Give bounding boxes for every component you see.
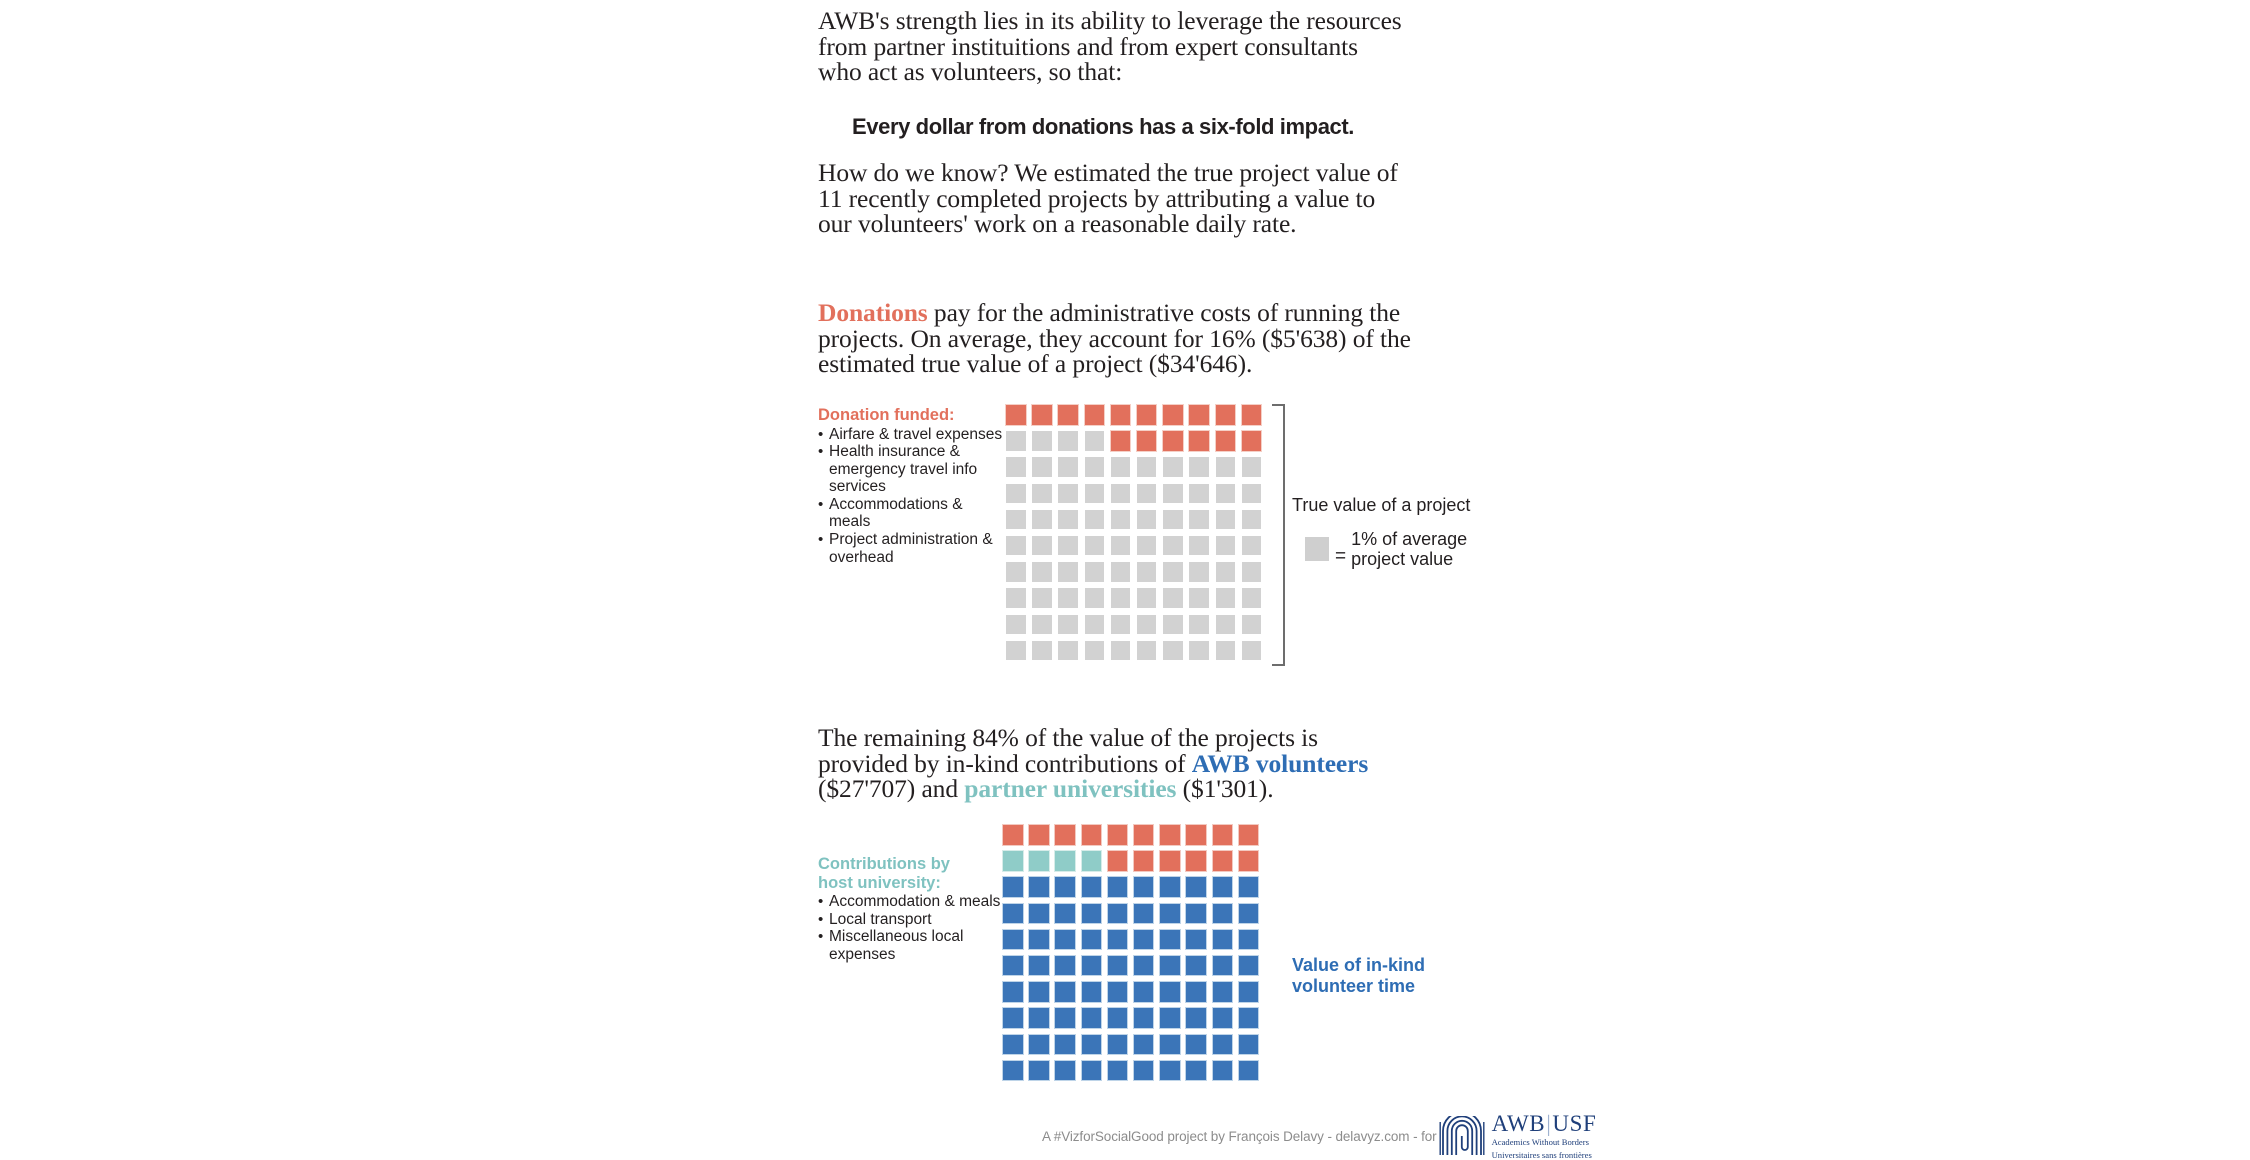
awb-name-left: AWB — [1492, 1111, 1546, 1136]
waffle-cell — [1084, 561, 1106, 583]
waffle-cell — [1081, 1007, 1103, 1029]
true-value-unit-key — [1305, 529, 1502, 569]
waffle-cell — [1028, 824, 1050, 846]
waffle-cell — [1162, 404, 1184, 426]
waffle-cell — [1005, 535, 1027, 557]
waffle-cell — [1107, 850, 1129, 872]
waffle-cell — [1185, 850, 1207, 872]
waffle-cell — [1185, 824, 1207, 846]
awb-wordmark — [1492, 1112, 1597, 1160]
waffle-cell — [1133, 1060, 1155, 1082]
waffle-cell — [1188, 509, 1210, 531]
waffle-cell — [1133, 955, 1155, 977]
list-item: • Local transport — [818, 911, 1008, 929]
remaining-line-3-suffix: ($1'301). — [1176, 774, 1273, 803]
waffle-cell — [1005, 483, 1027, 505]
waffle-cell — [1107, 929, 1129, 951]
waffle-cell — [1136, 456, 1158, 478]
intro-line-1: AWB's strength lies in its ability to leverage the resources — [818, 8, 1478, 34]
waffle-cell — [1057, 430, 1079, 452]
waffle-chart-project-value-breakdown — [1002, 824, 1264, 1086]
waffle-cell — [1005, 509, 1027, 531]
waffle-cell — [1215, 640, 1237, 662]
waffle-cell — [1185, 981, 1207, 1003]
waffle-cell — [1185, 1060, 1207, 1082]
waffle-cell — [1159, 903, 1181, 925]
waffle-cell — [1136, 561, 1158, 583]
remaining-line-2-prefix: provided by in-kind contributions of — [818, 749, 1192, 778]
waffle-cell — [1241, 587, 1263, 609]
waffle-cell — [1110, 509, 1132, 531]
waffle-cell — [1081, 876, 1103, 898]
waffle-cell — [1136, 404, 1158, 426]
awb-usf-name — [1492, 1112, 1597, 1135]
waffle-cell — [1162, 483, 1184, 505]
waffle-cell — [1028, 850, 1050, 872]
waffle-cell — [1185, 876, 1207, 898]
waffle-cell — [1031, 509, 1053, 531]
waffle-cell — [1028, 955, 1050, 977]
waffle-cell — [1028, 1034, 1050, 1056]
waffle-cell — [1084, 509, 1106, 531]
waffle-cell — [1005, 561, 1027, 583]
waffle-cell — [1084, 456, 1106, 478]
waffle-cell — [1110, 483, 1132, 505]
waffle-cell — [1162, 561, 1184, 583]
in-kind-legend-line-2: volunteer time — [1292, 976, 1502, 997]
waffle-cell — [1081, 955, 1103, 977]
waffle-cell — [1084, 614, 1106, 636]
waffle-cell — [1002, 929, 1024, 951]
waffle-cell — [1107, 1034, 1129, 1056]
waffle-cell — [1185, 1007, 1207, 1029]
waffle-cell — [1081, 1034, 1103, 1056]
waffle-cell — [1133, 981, 1155, 1003]
unit-swatch-icon — [1305, 537, 1329, 561]
waffle-cell — [1107, 955, 1129, 977]
intro-paragraph — [818, 8, 1478, 85]
host-university-legend-list — [818, 893, 1008, 963]
waffle-cell — [1031, 535, 1053, 557]
waffle-cell — [1162, 456, 1184, 478]
waffle-cell — [1002, 850, 1024, 872]
waffle-cell — [1110, 561, 1132, 583]
waffle-cell — [1002, 1060, 1024, 1082]
waffle-cell — [1081, 824, 1103, 846]
waffle-cell — [1054, 981, 1076, 1003]
waffle-cell — [1162, 587, 1184, 609]
in-kind-legend-line-1: Value of in-kind — [1292, 955, 1502, 976]
waffle-cell — [1159, 850, 1181, 872]
waffle-cell — [1215, 561, 1237, 583]
waffle-cell — [1241, 614, 1263, 636]
waffle-cell — [1136, 430, 1158, 452]
awb-name-separator: | — [1545, 1111, 1552, 1136]
waffle-cell — [1081, 850, 1103, 872]
awb-tagline-en: Academics Without Borders — [1492, 1137, 1597, 1148]
waffle-cell — [1054, 903, 1076, 925]
awb-tagline-fr: Universitaires sans frontières — [1492, 1150, 1597, 1160]
waffle-cell — [1057, 640, 1079, 662]
waffle-cell — [1005, 430, 1027, 452]
waffle-cell — [1110, 456, 1132, 478]
waffle-cell — [1241, 509, 1263, 531]
waffle-cell — [1110, 404, 1132, 426]
waffle-cell — [1107, 981, 1129, 1003]
waffle-cell — [1110, 430, 1132, 452]
partner-universities-keyword: partner universities — [964, 774, 1176, 803]
methodology-paragraph — [818, 160, 1478, 237]
waffle-cell — [1162, 640, 1184, 662]
waffle-cell — [1133, 850, 1155, 872]
waffle-cell — [1185, 929, 1207, 951]
waffle-cell — [1185, 903, 1207, 925]
waffle-cell — [1238, 850, 1260, 872]
waffle-cell — [1212, 1034, 1234, 1056]
waffle-cell — [1002, 1034, 1024, 1056]
waffle-cell — [1002, 903, 1024, 925]
estimate-line-3: our volunteers' work on a reasonable daily rate. — [818, 211, 1478, 237]
waffle-cell — [1241, 561, 1263, 583]
waffle-cell — [1084, 483, 1106, 505]
waffle-cell — [1005, 640, 1027, 662]
waffle-cell — [1057, 587, 1079, 609]
waffle-cell — [1188, 430, 1210, 452]
waffle-cell — [1002, 1007, 1024, 1029]
waffle-cell — [1238, 1034, 1260, 1056]
waffle-cell — [1054, 876, 1076, 898]
waffle-cell — [1005, 587, 1027, 609]
waffle-cell — [1212, 850, 1234, 872]
waffle-cell — [1238, 955, 1260, 977]
waffle-cell — [1054, 1034, 1076, 1056]
waffle-cell — [1159, 876, 1181, 898]
waffle-cell — [1081, 981, 1103, 1003]
waffle-cell — [1162, 509, 1184, 531]
waffle-cell — [1005, 404, 1027, 426]
estimate-line-1: How do we know? We estimated the true project value of — [818, 160, 1478, 186]
donation-funded-legend-title: Donation funded: — [818, 406, 1008, 425]
donation-funded-legend-list — [818, 426, 1008, 567]
waffle-cell — [1188, 561, 1210, 583]
donations-paragraph — [818, 300, 1478, 377]
waffle-cell — [1215, 509, 1237, 531]
waffle-cell — [1084, 587, 1106, 609]
waffle-cell — [1215, 614, 1237, 636]
waffle-cell — [1215, 456, 1237, 478]
waffle-cell — [1241, 430, 1263, 452]
waffle-cell — [1215, 430, 1237, 452]
waffle-cell — [1212, 1060, 1234, 1082]
waffle-cell — [1238, 903, 1260, 925]
waffle-cell — [1133, 929, 1155, 951]
waffle-cell — [1159, 981, 1181, 1003]
waffle-cell — [1133, 1007, 1155, 1029]
waffle-cell — [1212, 903, 1234, 925]
footer-credit-text: A #VizforSocialGood project by François Delavy - delavyz.com - for — [1042, 1129, 1437, 1144]
intro-line-3: who act as volunteers, so that: — [818, 59, 1478, 85]
donations-line-2: projects. On average, they account for 16% ($5'638) of the — [818, 326, 1478, 352]
unit-key-line-1: 1% of average — [1351, 529, 1467, 549]
waffle-cell — [1031, 561, 1053, 583]
list-item: • Accommodations & meals — [818, 496, 1008, 531]
estimate-line-2: 11 recently completed projects by attributing a value to — [818, 186, 1478, 212]
waffle-cell — [1188, 614, 1210, 636]
waffle-cell — [1054, 1007, 1076, 1029]
waffle-cell — [1238, 1060, 1260, 1082]
waffle-cell — [1002, 876, 1024, 898]
waffle-cell — [1212, 1007, 1234, 1029]
waffle-cell — [1081, 1060, 1103, 1082]
waffle-cell — [1212, 876, 1234, 898]
remaining-value-paragraph — [818, 725, 1478, 802]
waffle-cell — [1031, 430, 1053, 452]
waffle-cell — [1241, 404, 1263, 426]
waffle-cell — [1057, 404, 1079, 426]
waffle-cell — [1028, 981, 1050, 1003]
waffle-cell — [1057, 509, 1079, 531]
waffle-cell — [1159, 1034, 1181, 1056]
donation-funded-legend — [818, 406, 1008, 566]
waffle-cell — [1081, 903, 1103, 925]
waffle-cell — [1238, 1007, 1260, 1029]
host-legend-title-line-2: host university: — [818, 874, 1008, 893]
waffle-cell — [1162, 430, 1184, 452]
awb-usf-logo — [1439, 1112, 1597, 1160]
waffle-cell — [1057, 535, 1079, 557]
waffle-cell — [1212, 824, 1234, 846]
unit-key-text — [1351, 529, 1467, 569]
waffle-cell — [1136, 640, 1158, 662]
waffle-cell — [1084, 404, 1106, 426]
waffle-cell — [1031, 614, 1053, 636]
waffle-cell — [1136, 509, 1158, 531]
list-item: • Airfare & travel expenses — [818, 426, 1008, 444]
waffle-cell — [1133, 903, 1155, 925]
waffle-cell — [1028, 929, 1050, 951]
waffle-cell — [1136, 535, 1158, 557]
waffle-cell — [1057, 456, 1079, 478]
waffle-cell — [1107, 903, 1129, 925]
waffle-cell — [1084, 430, 1106, 452]
waffle-cell — [1133, 876, 1155, 898]
waffle-cell — [1159, 929, 1181, 951]
waffle-cell — [1188, 456, 1210, 478]
waffle-cell — [1031, 587, 1053, 609]
waffle-cell — [1031, 640, 1053, 662]
waffle-cell — [1162, 535, 1184, 557]
waffle-cell — [1107, 876, 1129, 898]
waffle-cell — [1238, 929, 1260, 951]
waffle-cell — [1133, 1034, 1155, 1056]
waffle-cell — [1054, 824, 1076, 846]
waffle-cell — [1215, 404, 1237, 426]
waffle-cell — [1241, 483, 1263, 505]
awb-name-right: USF — [1552, 1111, 1596, 1136]
host-legend-title-line-1: Contributions by — [818, 855, 1008, 874]
waffle-cell — [1241, 456, 1263, 478]
waffle-cell — [1159, 1007, 1181, 1029]
waffle-cell — [1057, 614, 1079, 636]
remaining-line-1: The remaining 84% of the value of the projects is — [818, 725, 1478, 751]
waffle-cell — [1136, 483, 1158, 505]
waffle-cell — [1188, 404, 1210, 426]
waffle-cell — [1215, 587, 1237, 609]
waffle-cell — [1028, 1060, 1050, 1082]
waffle-cell — [1212, 955, 1234, 977]
waffle-cell — [1110, 587, 1132, 609]
true-value-bracket — [1272, 404, 1285, 666]
waffle-cell — [1002, 981, 1024, 1003]
waffle-cell — [1188, 535, 1210, 557]
awb-volunteers-keyword: AWB volunteers — [1192, 749, 1368, 778]
waffle-chart-true-value — [1005, 404, 1267, 666]
waffle-cell — [1188, 587, 1210, 609]
waffle-cell — [1028, 876, 1050, 898]
equals-sign: = — [1335, 546, 1346, 569]
footer — [1042, 1112, 1596, 1160]
donations-keyword: Donations — [818, 298, 928, 327]
true-value-legend-title: True value of a project — [1292, 495, 1502, 516]
awb-arch-logo-icon — [1439, 1116, 1485, 1156]
waffle-cell — [1110, 614, 1132, 636]
list-item: • Health insurance & emergency travel info services — [818, 443, 1008, 496]
waffle-cell — [1005, 614, 1027, 636]
waffle-cell — [1028, 1007, 1050, 1029]
waffle-cell — [1031, 404, 1053, 426]
waffle-cell — [1241, 640, 1263, 662]
waffle-cell — [1084, 640, 1106, 662]
callout-statement: Every dollar from donations has a six-fold impact. — [852, 114, 1492, 140]
waffle-cell — [1136, 587, 1158, 609]
remaining-line-3 — [818, 776, 1478, 802]
waffle-cell — [1005, 456, 1027, 478]
waffle-cell — [1136, 614, 1158, 636]
waffle-cell — [1188, 640, 1210, 662]
waffle-cell — [1031, 456, 1053, 478]
unit-key-line-2: project value — [1351, 549, 1467, 569]
waffle-cell — [1215, 535, 1237, 557]
waffle-cell — [1212, 929, 1234, 951]
waffle-cell — [1212, 981, 1234, 1003]
waffle-cell — [1133, 824, 1155, 846]
waffle-cell — [1081, 929, 1103, 951]
true-value-legend — [1292, 495, 1502, 569]
donations-line-1-rest: pay for the administrative costs of running the — [928, 298, 1401, 327]
waffle-cell — [1162, 614, 1184, 636]
waffle-cell — [1159, 955, 1181, 977]
waffle-cell — [1054, 929, 1076, 951]
donations-line-3: estimated true value of a project ($34'646). — [818, 351, 1478, 377]
waffle-cell — [1238, 876, 1260, 898]
remaining-line-3-prefix: ($27'707) and — [818, 774, 964, 803]
waffle-cell — [1215, 483, 1237, 505]
waffle-cell — [1185, 1034, 1207, 1056]
waffle-cell — [1057, 561, 1079, 583]
list-item: • Project administration & overhead — [818, 531, 1008, 566]
in-kind-volunteer-legend — [1292, 955, 1502, 997]
waffle-cell — [1054, 1060, 1076, 1082]
intro-line-2: from partner instituitions and from expert consultants — [818, 34, 1478, 60]
host-university-legend-title — [818, 855, 1008, 892]
host-university-legend — [818, 855, 1008, 963]
remaining-line-2 — [818, 751, 1478, 777]
waffle-cell — [1107, 1007, 1129, 1029]
waffle-cell — [1238, 824, 1260, 846]
waffle-cell — [1107, 1060, 1129, 1082]
waffle-cell — [1107, 824, 1129, 846]
waffle-cell — [1188, 483, 1210, 505]
waffle-cell — [1084, 535, 1106, 557]
waffle-cell — [1031, 483, 1053, 505]
waffle-cell — [1185, 955, 1207, 977]
list-item: • Miscellaneous local expenses — [818, 928, 1008, 963]
waffle-cell — [1110, 535, 1132, 557]
waffle-cell — [1054, 850, 1076, 872]
waffle-cell — [1159, 1060, 1181, 1082]
waffle-cell — [1159, 824, 1181, 846]
waffle-cell — [1241, 535, 1263, 557]
waffle-cell — [1002, 955, 1024, 977]
waffle-cell — [1002, 824, 1024, 846]
waffle-cell — [1028, 903, 1050, 925]
waffle-cell — [1057, 483, 1079, 505]
waffle-cell — [1054, 955, 1076, 977]
donations-line-1 — [818, 300, 1478, 326]
waffle-cell — [1110, 640, 1132, 662]
list-item: • Accommodation & meals — [818, 893, 1008, 911]
waffle-cell — [1238, 981, 1260, 1003]
